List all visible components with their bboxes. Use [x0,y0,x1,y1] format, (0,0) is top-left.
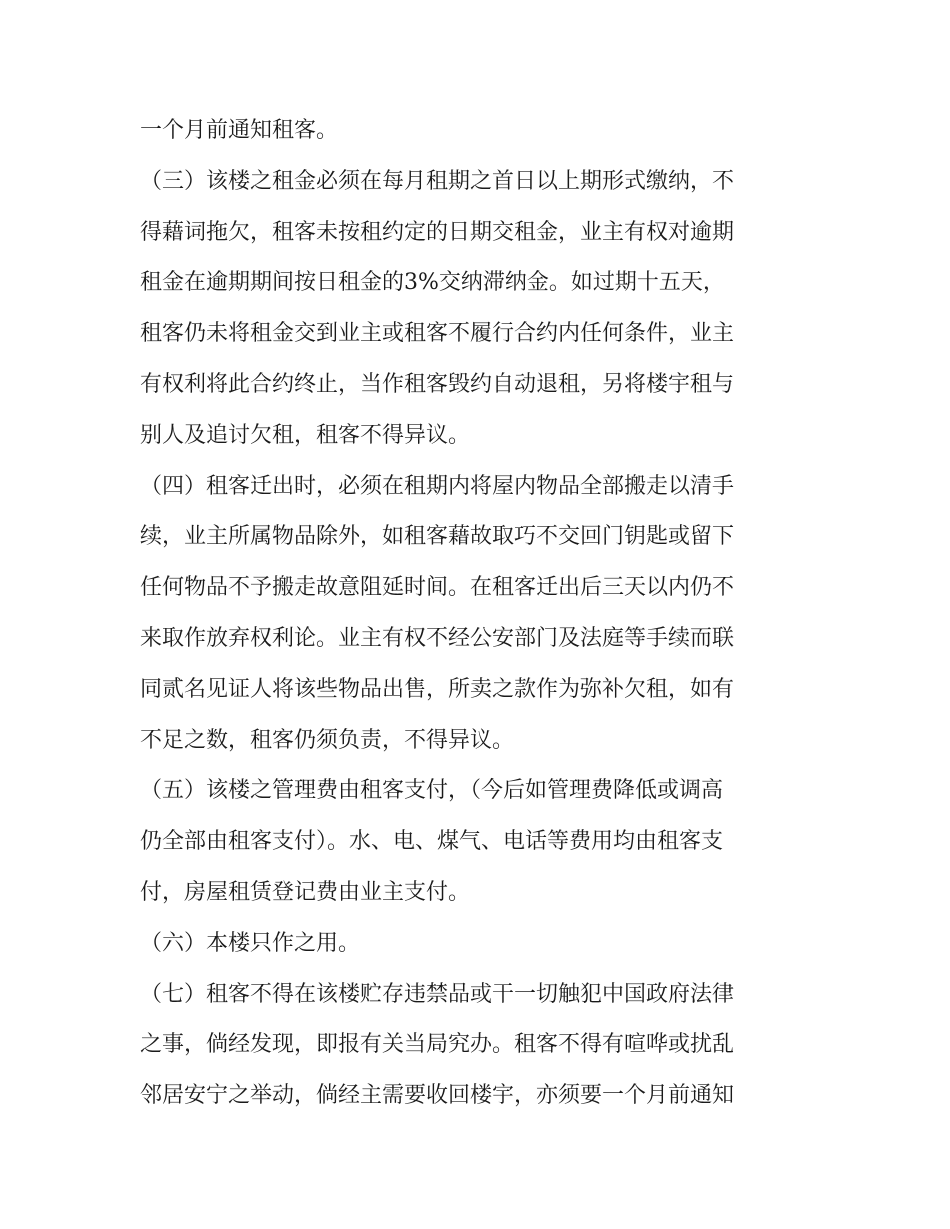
contract-text-block [140,106,820,1122]
text-line: 别人及追讨欠租，租客不得异议。 [140,422,471,448]
text-line: 租客仍未将租金交到业主或租客不履行合约内任何条件，业主 [140,321,735,347]
text-line: （六）本楼只作之用。 [140,930,361,956]
text-line: 得藉词拖欠，租客未按租约定的日期交租金，业主有权对逾期 [140,219,735,245]
text-line: 任何物品不予搬走故意阻延时间。在租客迁出后三天以内仍不 [140,575,735,601]
text-line: 付，房屋租赁登记费由业主支付。 [140,879,471,905]
text-line: 来取作放弃权利论。业主有权不经公安部门及法庭等手续而联 [140,625,735,651]
text-line: 同贰名见证人将该些物品出售，所卖之款作为弥补欠租，如有 [140,676,735,702]
text-line: （七）租客不得在该楼贮存违禁品或干一切触犯中国政府法律 [140,981,735,1007]
text-line: （五）该楼之管理费由租客支付，（今后如管理费降低或调高 [140,778,724,804]
text-line: 一个月前通知租客。 [140,118,339,143]
text-line: （四）租客迁出时，必须在租期内将屋内物品全部搬走以清手 [140,473,735,499]
text-line: 有权利将此合约终止，当作租客毁约自动退租，另将楼宇租与 [140,371,735,397]
text-line: 租金在逾期期间按日租金的3%交纳滞纳金。如过期十五天， [140,270,725,296]
text-line: 仍全部由租客支付）。水、电、煤气、电话等费用均由租客支 [140,829,724,855]
text-line: 之事，倘经发现，即报有关当局究办。租客不得有喧哗或扰乱 [140,1032,735,1058]
text-line: 不足之数，租客仍须负责，不得异议。 [140,727,515,753]
text-line: （三）该楼之租金必须在每月租期之首日以上期形式缴纳，不 [140,168,735,194]
text-line: 续，业主所属物品除外，如租客藉故取巧不交回门钥匙或留下 [140,524,735,550]
text-line: 邻居安宁之举动，倘经主需要收回楼宇，亦须要一个月前通知 [140,1083,735,1109]
